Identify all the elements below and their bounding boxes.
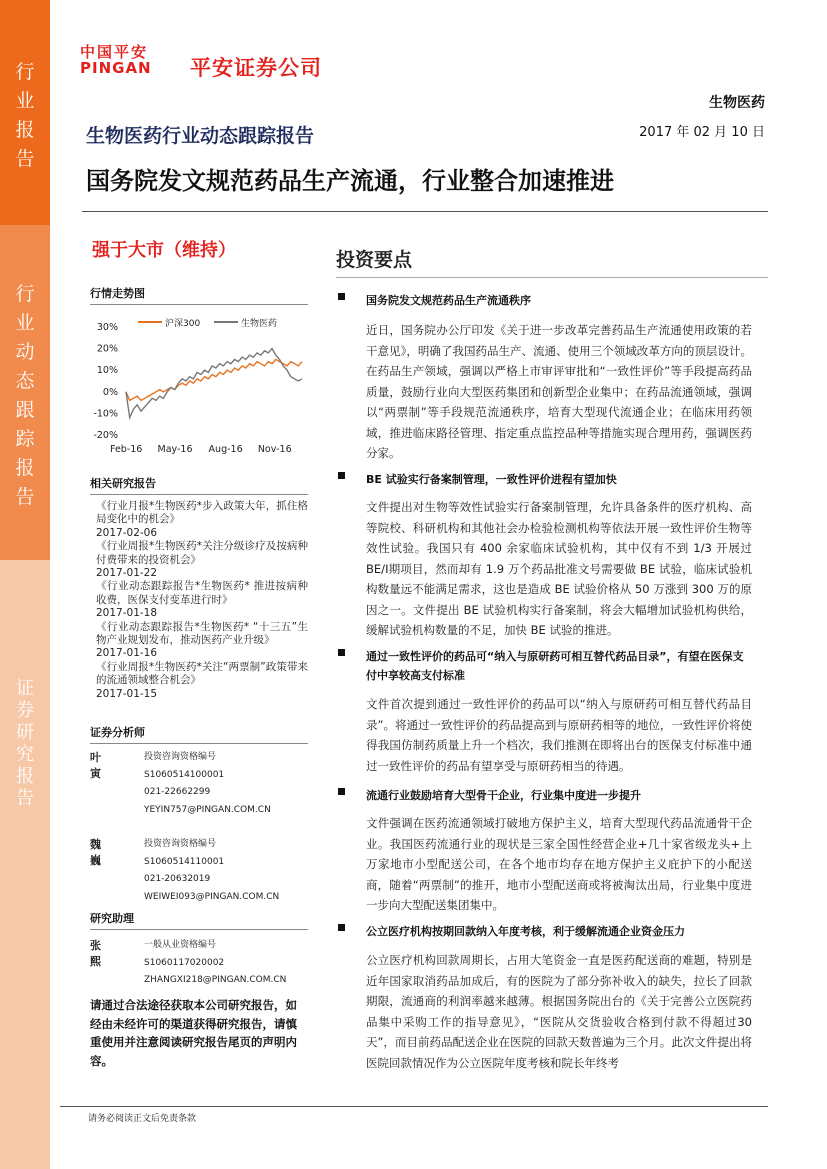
bullet-heading — [338, 922, 768, 941]
logo-en-text: PINGAN — [80, 59, 152, 77]
x-tick-label: May-16 — [157, 444, 193, 455]
side-band-char: 研 — [16, 722, 34, 743]
assistant-id: S1060117020002 — [144, 957, 225, 968]
y-tick-label: 30% — [96, 322, 118, 333]
related-report-title: 《行业月报*生物医药*步入政策大年，抓住格局变化中的机会》 — [96, 500, 308, 526]
analyst-phone: 021-22662299 — [144, 787, 211, 797]
side-band-report-type — [0, 0, 50, 225]
assistant-name: 张熙 — [90, 939, 101, 968]
market-chart — [86, 305, 308, 457]
related-report-date: 2017-01-22 — [96, 567, 158, 580]
side-band-char: 行 — [15, 283, 35, 305]
related-report-date: 2017-01-18 — [96, 607, 158, 620]
x-tick-label: Nov-16 — [257, 444, 292, 455]
side-band-char: 报 — [16, 766, 34, 787]
bullet-heading-text: 公立医疗机构按期回款纳入年度考核，利于缓解流通企业资金压力 — [366, 925, 685, 938]
related-report-date: 2017-01-15 — [96, 687, 158, 700]
related-report-list — [96, 500, 308, 701]
header-divider — [82, 211, 768, 212]
page-title: 国务院发文规范药品生产流通，行业整合加速推进 — [86, 167, 614, 195]
side-band-char: 报 — [15, 119, 35, 141]
analyst-section-title: 证券分析师 — [90, 724, 308, 744]
x-tick-label: Feb-16 — [110, 444, 143, 455]
related-report-title: 《行业周报*生物医药*关注分级诊疗及按病种付费带来的投资机会》 — [96, 540, 308, 566]
report-type: 生物医药行业动态跟踪报告 — [86, 125, 315, 147]
related-report-title: 《行业周报*生物医药*关注“两票制”政策带来的流通领域整合机会》 — [96, 660, 308, 687]
related-report-item[interactable] — [96, 540, 308, 580]
analyst-role: 投资咨询资格编号 — [144, 839, 217, 849]
side-band-char: 态 — [15, 370, 35, 392]
side-band-char: 跟 — [15, 399, 35, 421]
side-band-char: 业 — [15, 312, 35, 334]
square-bullet-icon — [338, 293, 345, 300]
square-bullet-icon — [338, 649, 345, 656]
side-band-char: 券 — [16, 700, 34, 721]
market-chart-svg — [86, 305, 308, 457]
analyst-name: 魏巍 — [90, 838, 101, 867]
side-band-char: 动 — [15, 341, 35, 363]
invest-divider — [336, 277, 768, 278]
bullet-paragraph: 公立医疗机构回款周期长，占用大笔资金一直是医药配送商的难题，特别是近年国家取消药品加成后，有的医院为了部分弥补收入的缺失，拉长了回款期限，流通商的利润率越来越薄。根据国务院出台的《关于完善公立医院药品集中采购工作的指导意见》，“医院从交货验收合格到付款不得超过30天”，而目前药品配送企业在医院的回款天数普遍为三个月。此次文件提出将医院回款情况作为公立医院年度考核和院长年终考 — [366, 953, 752, 1070]
square-bullet-icon — [338, 788, 345, 795]
side-band-char: 踪 — [15, 428, 35, 450]
industry-label: 生物医药 — [709, 95, 765, 111]
related-report-item[interactable] — [96, 621, 308, 661]
bullet-paragraph: 文件提出对生物等效性试验实行备案制管理，允许具备条件的医疗机构、高等院校、科研机构和其他社会办检验检测机构等依法开展一致性评价生物等效性试验。我国只有 400 余家临床试验机构，其中仅有不到 1/3 开展过 BE/Ⅰ期项目，然而却有 1.9 万个药品批准文号需要做 BE 试验，临床试验机构数量远不能满足需求，这也是造成 BE 试验价格从 50 万涨到 300 万的原因之一。文件提出 BE 试验机构实行备案制，将会大幅增加试验机构供给，缓解试验机构数量的不足，加快 BE 试验的推进。 — [366, 500, 752, 637]
related-report-title: 《行业动态跟踪报告*生物医药* “十三五”生物产业规划发布，推动医药产业升级》 — [96, 620, 308, 647]
analyst-id: S1060514100001 — [144, 769, 225, 780]
side-band-research — [0, 560, 50, 1169]
side-band-char: 报 — [15, 457, 35, 479]
bullet-heading — [338, 291, 768, 310]
y-tick-label: -20% — [93, 430, 118, 441]
legend-label-biomed: 生物医药 — [241, 319, 278, 329]
side-band-char: 究 — [16, 744, 34, 765]
logo-cn-text: 中国平安 — [80, 43, 149, 61]
square-bullet-icon — [338, 472, 345, 479]
y-tick-label: 0% — [102, 386, 118, 398]
bullet-heading-text: 国务院发文规范药品生产流通秩序 — [366, 294, 531, 307]
bullet-heading-text: BE 试验实行备案制管理，一致性评价进程有望加快 — [366, 473, 617, 486]
bullet-heading-text: 通过一致性评价的药品可“纳入与原研药可相互替代药品目录”，有望在医保支付中享较高支付标准 — [366, 650, 744, 682]
side-band-char: 告 — [15, 486, 35, 508]
invest-highlights-title: 投资要点 — [336, 249, 413, 271]
chart-legend — [138, 317, 277, 329]
pingan-logo — [80, 44, 164, 76]
analyst-email[interactable]: WEIWEI093@PINGAN.COM.CN — [144, 891, 280, 902]
analyst-id: S1060514110001 — [144, 856, 225, 867]
report-date: 2017 年 02 月 10 日 — [639, 125, 765, 140]
related-report-date: 2017-02-06 — [96, 526, 158, 539]
assistant-email[interactable]: ZHANGXI218@PINGAN.COM.CN — [144, 975, 287, 985]
rating-label: 强于大市（维持） — [92, 240, 236, 261]
footer-disclaimer-note: 请务必阅读正文后免责条款 — [88, 1114, 197, 1124]
legend-label-hs300: 沪深300 — [165, 319, 201, 329]
y-tick-label: -10% — [93, 408, 118, 420]
bullet-heading — [338, 786, 768, 805]
analyst-name: 叶寅 — [90, 751, 101, 780]
side-band-report-subtype — [0, 225, 50, 560]
assistant-role: 一般从业资格编号 — [144, 940, 217, 950]
related-report-title: 《行业动态跟踪报告*生物医药* 推进按病种收费，医保支付变革进行时》 — [96, 580, 308, 606]
company-name: 平安证券公司 — [190, 56, 322, 80]
side-band-char: 行 — [15, 61, 35, 83]
series-line-hs300 — [126, 359, 302, 400]
related-report-item[interactable] — [96, 661, 308, 701]
y-tick-label: 10% — [96, 365, 118, 377]
access-disclaimer: 请通过合法途径获取本公司研究报告，如经由未经许可的渠道获得研究报告，请慎重使用并注意阅读研究报告尾页的声明内容。 — [90, 998, 297, 1068]
chart-section-title: 行情走势图 — [90, 285, 308, 305]
bullet-heading — [338, 647, 768, 685]
related-report-date: 2017-01-16 — [96, 647, 158, 660]
side-band-char: 证 — [16, 678, 34, 699]
bullet-paragraph: 文件强调在医药流通领域打破地方保护主义，培育大型现代药品流通骨干企业。我国医药流通行业的现状是三家全国性经营企业+几十家省级龙头+上万家地市小型配送公司，在各个地市均存在地方保护主义庇护下的小配送商，随着“两票制”的推开，地市小型配送商或将被淘汰出局，行业集中度进一步向大型配送集团集中。 — [366, 816, 752, 912]
related-report-item[interactable] — [96, 580, 308, 620]
x-tick-label: Aug-16 — [208, 444, 243, 455]
square-bullet-icon — [338, 924, 345, 931]
bullet-paragraph: 近日，国务院办公厅印发《关于进一步改革完善药品生产流通使用政策的若干意见》，明确了我国药品生产、流通、使用三个领域改革方向的顶层设计。在药品生产领域，强调以严格上市审评审批和“一致性评价”等手段提高药品质量，鼓励行业向大型医药集团和创新型企业集中；在药品流通领域，强调以“两票制”等手段规范流通秩序，培育大型现代流通企业；在临床用药领域，推进临床路径管理、指定重点监控品种等措施实现合理用药，强调医药分家。 — [366, 323, 752, 460]
side-band-char: 告 — [15, 148, 35, 170]
y-tick-label: 20% — [96, 343, 118, 355]
side-band-char: 告 — [16, 788, 34, 809]
bullet-paragraph: 文件首次提到通过一致性评价的药品可以“纳入与原研药可相互替代药品目录”。将通过一致性评价的药品提高到与原研药相等的地位，一致性评价将使得我国仿制药质量上升一个档次，我们推测在即将出台的医保支付标准中通过一致性评价的药品有望享受与原研药相当的待遇。 — [366, 697, 752, 773]
bullet-heading — [338, 470, 768, 489]
analyst-role: 投资咨询资格编号 — [144, 752, 217, 762]
side-band-char: 业 — [15, 90, 35, 112]
assistant-section-title: 研究助理 — [90, 910, 308, 930]
analyst-email[interactable]: YEYIN757@PINGAN.COM.CN — [144, 804, 271, 815]
bullet-heading-text: 流通行业鼓励培育大型骨干企业，行业集中度进一步提升 — [366, 789, 641, 802]
related-report-item[interactable] — [96, 500, 308, 540]
analyst-phone: 021-20632019 — [144, 874, 211, 884]
footer-divider — [60, 1106, 768, 1107]
related-section-title: 相关研究报告 — [90, 475, 308, 495]
